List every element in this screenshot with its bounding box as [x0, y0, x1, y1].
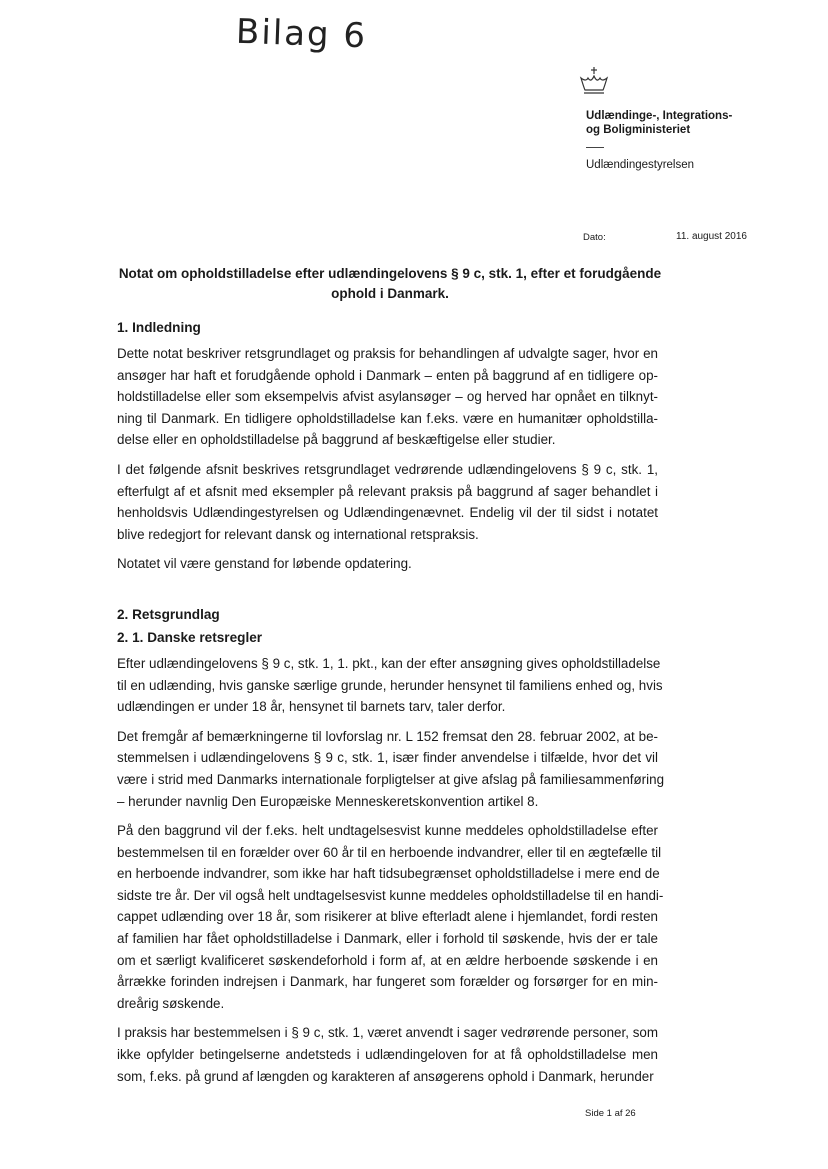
text-line: I det følgende afsnit beskrives retsgrundlaget vedrørende udlændingelovens § 9 c, stk. 1,: [117, 461, 658, 477]
section-heading: 2. Retsgrundlag: [117, 606, 220, 622]
text-line: dreårig søskende.: [117, 995, 225, 1011]
paragraph: [117, 1022, 658, 1087]
text-line: om et særligt kvalificeret søskendeforhold i form af, at en ældre herboende søskende i en: [117, 952, 658, 968]
section-1-paragraphs: [117, 343, 658, 575]
text-line: ikke opfylder betingelserne andetsteds i udlændingeloven for at få opholdstilladelse men: [117, 1047, 658, 1063]
title-line: ophold i Danmark.: [331, 286, 449, 301]
text-line: udlændingen er under 18 år, hensynet til barnets tarv, taler derfor.: [117, 699, 506, 715]
paragraph: [117, 343, 658, 451]
paragraph: [117, 553, 658, 575]
text-line: en herboende indvandrer, som ikke har haft tidsubegrænset opholdstilladelse i mere end de: [117, 866, 660, 882]
document-body: [117, 320, 665, 1095]
text-line: som, f.eks. på grund af længden og karakteren af ansøgerens ophold i Danmark, herunder: [117, 1068, 654, 1084]
text-line: Dette notat beskriver retsgrundlaget og praksis for behandlingen af udvalgte sager, hvor en: [117, 346, 658, 361]
date-value: 11. august 2016: [676, 231, 747, 242]
document-title: [110, 264, 670, 304]
text-line: ansøger har haft et forudgående ophold i Danmark – enten på baggrund af en tidligere op-: [117, 367, 658, 383]
text-line: være i strid med Danmarks internationale forpligtelser at give afslag på familiesammenføring: [117, 771, 665, 787]
section-heading: 1. Indledning: [117, 320, 201, 335]
text-line: af familien har fået opholdstilladelse i Danmark, eller i forhold til søskende, hvis der er tale: [117, 931, 658, 947]
text-line: Efter udlændingelovens § 9 c, stk. 1, 1. pkt., kan der efter ansøgning gives opholdstilladelse: [117, 655, 661, 671]
section-2-1-paragraphs: [117, 653, 665, 1087]
crown-logo-icon: [576, 66, 612, 96]
text-line: holdstilladelse eller som eksempelvis afvist asylansøger – og herved har opnået en tilknyt-: [117, 389, 658, 405]
paragraph: [117, 726, 665, 812]
agency-name: Udlændingestyrelsen: [586, 159, 695, 171]
text-line: blive redegjort for relevant dansk og international retspraksis.: [117, 526, 479, 542]
text-line: efterfulgt af et afsnit med eksempler på relevant praksis på baggrund af sager behandlet i: [117, 483, 658, 499]
paragraph: [117, 820, 664, 1014]
text-line: bestemmelsen til en forælder over 60 år til en herboende indvandrer, eller til en ægtefælle til: [117, 844, 662, 860]
page-number: Side 1 af 26: [585, 1108, 636, 1119]
ministry-line: og Boligministeriet: [586, 123, 691, 136]
title-line: Notat om opholdstilladelse efter udlændingelovens § 9 c, stk. 1, efter et forudgående: [118, 266, 662, 281]
text-line: sidste tre år. Der vil også helt undtagelsesvist kunne meddeles opholdstilladelse til en handi-: [117, 887, 664, 903]
divider: [586, 147, 604, 148]
text-line: Det fremgår af bemærkningerne til lovforslag nr. L 152 fremsat den 28. februar 2002, at be-: [117, 728, 658, 744]
handwritten-annotation: Bilag 6: [235, 11, 368, 57]
text-line: delse eller en opholdstilladelse på baggrund af beskæftigelse eller studier.: [117, 432, 556, 448]
date-label: Dato:: [583, 232, 606, 243]
text-line: På den baggrund vil der f.eks. helt undtagelsesvist kunne meddeles opholdstilladelse efter: [117, 823, 658, 839]
ministry-name: [586, 110, 732, 137]
text-line: ning til Danmark. En tidligere opholdstilladelse kan f.eks. være en humanitær opholdstilla-: [117, 410, 658, 426]
text-line: – herunder navnlig Den Europæiske Menneskeretskonvention artikel 8.: [117, 793, 539, 809]
text-line: stemmelsen i udlændingelovens § 9 c, stk. 1, især finder anvendelse i tilfælde, hvor det vil: [117, 750, 658, 766]
text-line: I praksis har bestemmelsen i § 9 c, stk. 1, været anvendt i sager vedrørende personer, som: [117, 1025, 658, 1041]
paragraph: [117, 653, 663, 718]
text-line: til en udlænding, hvis ganske særlige grunde, herunder hensynet til familiens enhed og, hvis: [117, 677, 663, 693]
ministry-line: Udlændinge-, Integrations-: [586, 110, 733, 122]
text-line: henholdsvis Udlændingestyrelsen og Udlændingenævnet. Endelig vil der til sidst i notatet: [117, 505, 658, 521]
subsection-heading: 2. 1. Danske retsregler: [117, 629, 263, 645]
text-line: årrække forinden indrejsen i Danmark, har fungeret som forælder og forsørger for en min-: [117, 974, 658, 990]
paragraph: [117, 459, 658, 545]
text-line: cappet udlænding over 18 år, som risikerer at blive efterladt alene i hjemlandet, fordi resten: [117, 909, 658, 925]
text-line: Notatet vil være genstand for løbende opdatering.: [117, 556, 412, 572]
